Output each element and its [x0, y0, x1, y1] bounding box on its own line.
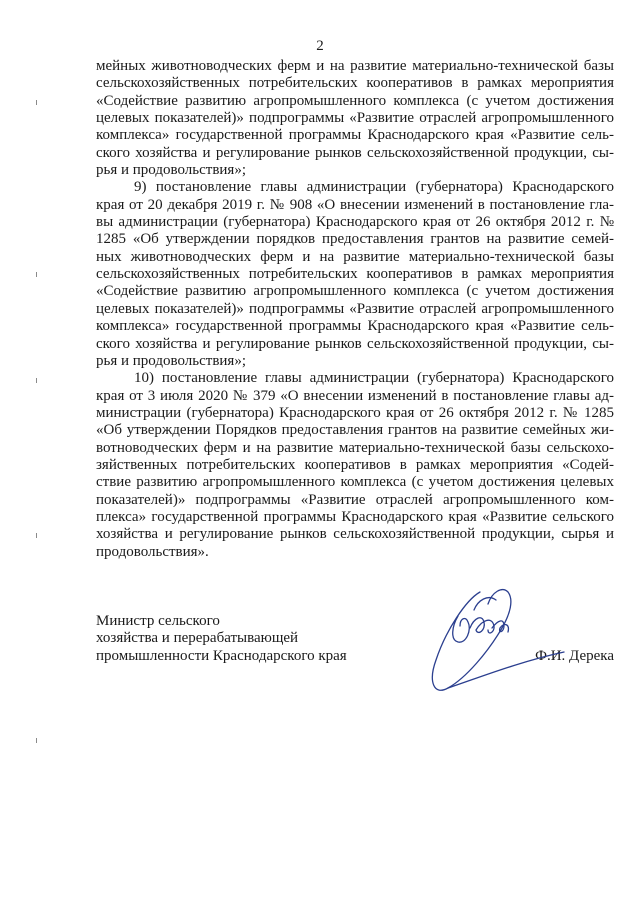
- text-line: министрации (губернатора) Краснодарского края от 26 октября 2012 г. № 1285: [96, 404, 614, 421]
- scan-artifact-mark: [36, 272, 37, 277]
- text-line: 9) постановление главы администрации (губернатора) Краснодарского: [134, 179, 614, 196]
- scan-artifact-mark: [36, 738, 37, 743]
- text-line: ского хозяйства и регулирование рынков сельскохозяйственной продукции, сы-: [96, 144, 614, 161]
- text-line: комплекса» государственной программы Краснодарского края «Развитие сель-: [96, 127, 614, 144]
- text-line: зяйственных потребительских кооперативов в рамках мероприятия «Содей-: [96, 456, 614, 473]
- text-line: ствие развитию агропромышленного комплекса (с учетом достижения целевых: [96, 474, 614, 491]
- document-body: [96, 58, 614, 561]
- text-line: края от 20 декабря 2019 г. № 908 «О внесении изменений в постановление гла-: [96, 196, 614, 213]
- signer-title-line: Министр сельского: [96, 613, 220, 629]
- list-item-10: [96, 370, 614, 561]
- text-line: целевых показателей)» подпрограммы «Развитие отраслей агропромышленного: [96, 110, 614, 127]
- text-line: сельскохозяйственных потребительских кооперативов в рамках мероприятия: [96, 266, 614, 283]
- text-line: ных животноводческих ферм и на развитие материально-технической базы: [96, 248, 614, 265]
- text-line: сельскохозяйственных потребительских кооперативов в рамках мероприятия: [96, 75, 614, 92]
- text-line: показателей)» подпрограммы «Развитие отраслей агропромышленного ком-: [96, 491, 614, 508]
- text-line: «Об утверждении Порядков предоставления грантов на развитие семейных жи-: [96, 422, 614, 439]
- text-line: рья и продовольствия»;: [96, 162, 246, 179]
- text-line: ского хозяйства и регулирование рынков сельскохозяйственной продукции, сы-: [96, 335, 614, 352]
- text-line: мейных животноводческих ферм и на развитие материально-технической базы: [96, 58, 614, 74]
- text-line: рья и продовольствия»;: [96, 352, 246, 369]
- text-line: целевых показателей)» подпрограммы «Развитие отраслей агропромышленного: [96, 300, 614, 317]
- signer-name: Ф.И. Дерека: [535, 647, 614, 664]
- text-line: 10) постановление главы администрации (губернатора) Краснодарского: [134, 370, 614, 387]
- scan-artifact-mark: [36, 100, 37, 105]
- page-number: 2: [316, 38, 324, 54]
- scan-artifact-mark: [36, 533, 37, 538]
- text-line: плекса» государственной программы Краснодарского края «Развитие сельского: [96, 508, 614, 525]
- text-line: «Содействие развитию агропромышленного комплекса (с учетом достижения: [96, 283, 614, 300]
- signer-title-line: хозяйства и перерабатывающей: [96, 630, 299, 647]
- signer-title-line: промышленности Краснодарского края: [96, 647, 347, 664]
- handwritten-signature: [418, 570, 568, 710]
- text-line: хозяйства и регулирование рынков сельскохозяйственной продукции, сырья и: [96, 526, 614, 543]
- list-item-9: [96, 179, 614, 370]
- text-line: продовольствия».: [96, 543, 209, 560]
- scan-artifact-mark: [36, 378, 37, 383]
- text-line: № 1285 «Об утверждении порядков предоставления грантов на развитие семей-: [96, 214, 615, 248]
- text-line: края от 3 июля 2020 № 379 «О внесении изменений в постановление главы ад-: [96, 387, 614, 404]
- text-line: «Содействие развитию агропромышленного комплекса (с учетом достижения: [96, 92, 614, 109]
- text-line: вы администрации (губернатора) Краснодарского края от 26 октября 2012 г.: [96, 214, 595, 231]
- text-line: комплекса» государственной программы Краснодарского края «Развитие сель-: [96, 318, 614, 335]
- text-line: вотноводческих ферм и на развитие материально-технической базы сельскохо-: [96, 439, 614, 456]
- paragraph-continuation: [96, 58, 614, 179]
